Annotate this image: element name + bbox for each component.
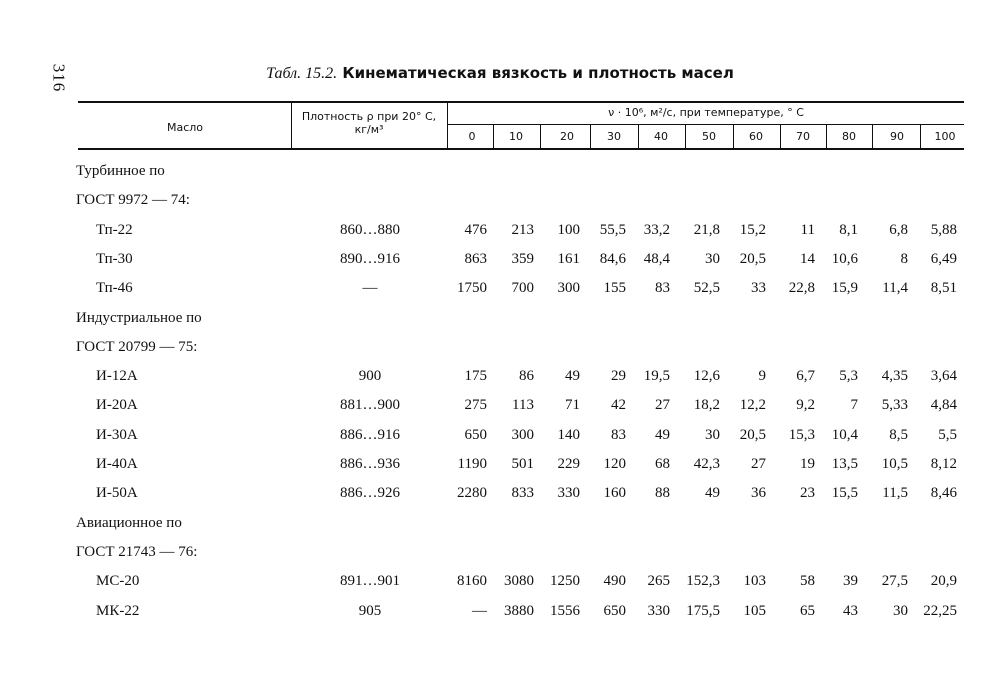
column-divider (685, 125, 686, 148)
viscosity-cell: 65 (800, 602, 815, 619)
temperature-header-cell: 20 (560, 130, 574, 143)
viscosity-cell: 15,5 (831, 485, 858, 502)
viscosity-cell: 6,8 (889, 221, 908, 238)
density-cell: 890…916 (340, 250, 400, 267)
viscosity-cell: 42,3 (693, 456, 720, 472)
viscosity-cell: 1190 (457, 456, 487, 472)
viscosity-cell: 359 (511, 250, 534, 267)
viscosity-cell: 88 (655, 485, 670, 502)
caption-title: Кинематическая вязкость и плотность масел (342, 64, 734, 82)
caption-label: Табл. 15.2. (266, 65, 338, 82)
viscosity-cell: 49 (655, 426, 670, 443)
group-heading: ГОСТ 20799 — 75: (76, 338, 198, 355)
table-row (0, 573, 1000, 597)
viscosity-cell: 3,64 (930, 368, 957, 385)
viscosity-cell: 5,33 (881, 397, 908, 414)
viscosity-cell: 9,2 (796, 397, 815, 414)
viscosity-cell: 160 (603, 485, 626, 502)
viscosity-cell: 300 (511, 426, 534, 443)
temperature-header-cell: 40 (654, 130, 668, 143)
temperature-header-cell: 10 (509, 130, 523, 143)
viscosity-cell: 12,6 (693, 368, 720, 385)
table-top-rule (78, 101, 964, 103)
column-divider (447, 103, 448, 148)
viscosity-cell: 1250 (550, 573, 580, 590)
viscosity-cell: 22,8 (788, 280, 815, 297)
viscosity-cell: 29 (611, 368, 626, 385)
density-cell: 891…901 (340, 573, 400, 590)
temperature-header-cell: 100 (934, 130, 956, 143)
viscosity-cell: 18,2 (693, 397, 720, 414)
viscosity-cell: 175,5 (686, 602, 720, 619)
viscosity-cell: 55,5 (599, 221, 626, 238)
viscosity-cell: 8 (900, 250, 908, 267)
density-column-header: Плотность ρ при 20° С, кг/м³ (301, 110, 437, 136)
viscosity-cell: — (472, 602, 487, 619)
viscosity-cell: 8,12 (930, 456, 957, 472)
temperature-header-cell: 0 (468, 130, 476, 143)
viscosity-cell: 86 (519, 368, 534, 385)
oil-name: Тп-46 (96, 280, 133, 297)
header-bottom-rule (78, 148, 964, 150)
table-row (0, 368, 1000, 392)
density-cell: 886…936 (340, 456, 400, 472)
table-row (0, 603, 1000, 627)
viscosity-cell: 20,5 (739, 426, 766, 443)
group-heading-row (0, 544, 1000, 568)
oil-name: Тп-30 (96, 250, 133, 267)
viscosity-cell: 275 (464, 397, 487, 414)
oil-name: Тп-22 (96, 221, 133, 238)
viscosity-cell: 8160 (457, 573, 487, 590)
oil-name: И-40А (96, 456, 138, 472)
oil-name: МС-20 (96, 573, 140, 590)
viscosity-cell: 700 (511, 280, 534, 297)
oil-name: И-12А (96, 368, 138, 385)
viscosity-cell: 5,3 (839, 368, 858, 385)
viscosity-cell: 68 (655, 456, 670, 472)
viscosity-cell: 229 (557, 456, 580, 472)
column-divider (291, 103, 292, 148)
viscosity-cell: 330 (557, 485, 580, 502)
viscosity-cell: 103 (743, 573, 766, 590)
viscosity-cell: 30 (893, 602, 908, 619)
viscosity-cell: 4,35 (881, 368, 908, 385)
table-caption (0, 64, 1000, 83)
page-number: 316 (49, 63, 69, 93)
table-row (0, 456, 1000, 480)
viscosity-cell: 490 (603, 573, 626, 590)
viscosity-cell: 8,51 (930, 280, 957, 297)
viscosity-cell: 863 (464, 250, 487, 267)
column-divider (590, 125, 591, 148)
viscosity-cell: 20,5 (739, 250, 766, 267)
viscosity-cell: 11,4 (882, 280, 908, 297)
viscosity-cell: 39 (843, 573, 858, 590)
viscosity-subheader-rule (448, 124, 964, 125)
temperature-header-cell: 70 (796, 130, 810, 143)
viscosity-cell: 3080 (504, 573, 534, 590)
density-cell: 905 (358, 602, 382, 619)
viscosity-cell: 58 (800, 573, 815, 590)
viscosity-cell: 8,46 (930, 485, 957, 502)
viscosity-cell: 10,4 (831, 426, 858, 443)
viscosity-cell: 6,7 (796, 368, 815, 385)
viscosity-cell: 36 (751, 485, 766, 502)
viscosity-cell: 83 (611, 426, 626, 443)
viscosity-cell: 27 (655, 397, 670, 414)
viscosity-cell: 23 (800, 485, 815, 502)
viscosity-cell: 12,2 (739, 397, 766, 414)
oil-name: МК-22 (96, 602, 140, 619)
group-heading: ГОСТ 21743 — 76: (76, 543, 198, 560)
temperature-header-cell: 80 (842, 130, 856, 143)
density-cell: 886…926 (340, 485, 400, 502)
viscosity-cell: 8,1 (839, 221, 858, 238)
density-cell: 881…900 (340, 397, 400, 414)
viscosity-cell: 84,6 (599, 250, 626, 267)
viscosity-cell: 52,5 (693, 280, 720, 297)
viscosity-cell: 152,3 (686, 573, 720, 590)
viscosity-cell: 650 (464, 426, 487, 443)
viscosity-cell: 7 (850, 397, 858, 414)
viscosity-cell: 330 (647, 602, 670, 619)
viscosity-cell: 833 (511, 485, 534, 502)
viscosity-cell: 213 (511, 221, 534, 238)
table-row (0, 397, 1000, 421)
viscosity-cell: 175 (464, 368, 487, 385)
viscosity-cell: 100 (557, 221, 580, 238)
density-cell: 900 (358, 368, 382, 385)
viscosity-cell: 11,5 (882, 485, 908, 502)
column-divider (780, 125, 781, 148)
oil-column-header: Масло (166, 121, 204, 134)
viscosity-cell: 10,6 (831, 250, 858, 267)
viscosity-cell: 155 (603, 280, 626, 297)
group-heading-row (0, 515, 1000, 539)
oil-name: И-50А (96, 485, 138, 502)
group-heading: ГОСТ 9972 — 74: (76, 192, 190, 209)
viscosity-cell: 9 (758, 368, 766, 385)
viscosity-cell: 161 (557, 250, 580, 267)
viscosity-cell: 15,3 (788, 426, 815, 443)
viscosity-cell: 27 (751, 456, 766, 472)
viscosity-cell: 43 (843, 602, 858, 619)
density-cell: — (362, 280, 378, 297)
viscosity-cell: 2280 (457, 485, 487, 502)
viscosity-cell: 49 (565, 368, 580, 385)
group-heading-row (0, 163, 1000, 187)
viscosity-cell: 71 (565, 397, 580, 414)
temperature-header-cell: 60 (749, 130, 763, 143)
viscosity-column-header: ν · 10⁶, м²/с, при температуре, ° С (608, 106, 804, 119)
viscosity-cell: 105 (743, 602, 766, 619)
group-heading-row (0, 192, 1000, 216)
viscosity-cell: 30 (705, 426, 720, 443)
viscosity-cell: 1556 (550, 602, 580, 619)
viscosity-cell: 42 (611, 397, 626, 414)
viscosity-cell: 4,84 (930, 397, 957, 414)
viscosity-cell: 11 (800, 221, 815, 238)
column-divider (733, 125, 734, 148)
temperature-header-cell: 50 (702, 130, 716, 143)
oil-name: И-30А (96, 426, 138, 443)
viscosity-cell: 501 (511, 456, 534, 472)
table-row (0, 427, 1000, 451)
viscosity-cell: 8,5 (889, 426, 908, 443)
viscosity-cell: 20,9 (930, 573, 957, 590)
column-divider (826, 125, 827, 148)
viscosity-cell: 3880 (504, 602, 534, 619)
viscosity-cell: 6,49 (930, 250, 957, 267)
viscosity-cell: 10,5 (881, 456, 908, 472)
oil-name: И-20А (96, 397, 138, 414)
viscosity-cell: 476 (464, 221, 487, 238)
table-row (0, 222, 1000, 246)
column-divider (638, 125, 639, 148)
density-cell: 886…916 (340, 426, 400, 443)
table-row (0, 251, 1000, 275)
column-divider (540, 125, 541, 148)
column-divider (493, 125, 494, 148)
temperature-header-cell: 90 (890, 130, 904, 143)
viscosity-cell: 120 (603, 456, 626, 472)
viscosity-cell: 48,4 (643, 250, 670, 267)
viscosity-cell: 140 (557, 426, 580, 443)
viscosity-cell: 14 (800, 250, 815, 267)
viscosity-cell: 15,2 (739, 221, 766, 238)
group-heading: Турбинное по (76, 163, 165, 179)
viscosity-cell: 83 (655, 280, 670, 297)
group-heading: Индустриальное по (76, 309, 202, 326)
viscosity-cell: 33,2 (643, 221, 670, 238)
table-row (0, 485, 1000, 509)
group-heading-row (0, 339, 1000, 363)
viscosity-cell: 22,25 (923, 602, 957, 619)
group-heading-row (0, 310, 1000, 334)
viscosity-cell: 5,88 (930, 221, 957, 238)
density-cell: 860…880 (340, 221, 400, 238)
viscosity-cell: 21,8 (693, 221, 720, 238)
column-divider (920, 125, 921, 148)
viscosity-cell: 300 (557, 280, 580, 297)
viscosity-cell: 1750 (457, 280, 487, 297)
viscosity-cell: 30 (705, 250, 720, 267)
viscosity-cell: 19 (800, 456, 815, 472)
temperature-header-cell: 30 (607, 130, 621, 143)
viscosity-cell: 27,5 (881, 573, 908, 590)
table-row (0, 280, 1000, 304)
viscosity-cell: 19,5 (643, 368, 670, 385)
viscosity-cell: 13,5 (831, 456, 858, 472)
viscosity-cell: 5,5 (938, 426, 957, 443)
viscosity-cell: 15,9 (831, 280, 858, 297)
viscosity-cell: 265 (647, 573, 670, 590)
group-heading: Авиационное по (76, 514, 182, 531)
viscosity-cell: 113 (512, 397, 534, 414)
viscosity-cell: 33 (751, 280, 766, 297)
column-divider (872, 125, 873, 148)
viscosity-cell: 650 (603, 602, 626, 619)
viscosity-cell: 49 (705, 485, 720, 502)
